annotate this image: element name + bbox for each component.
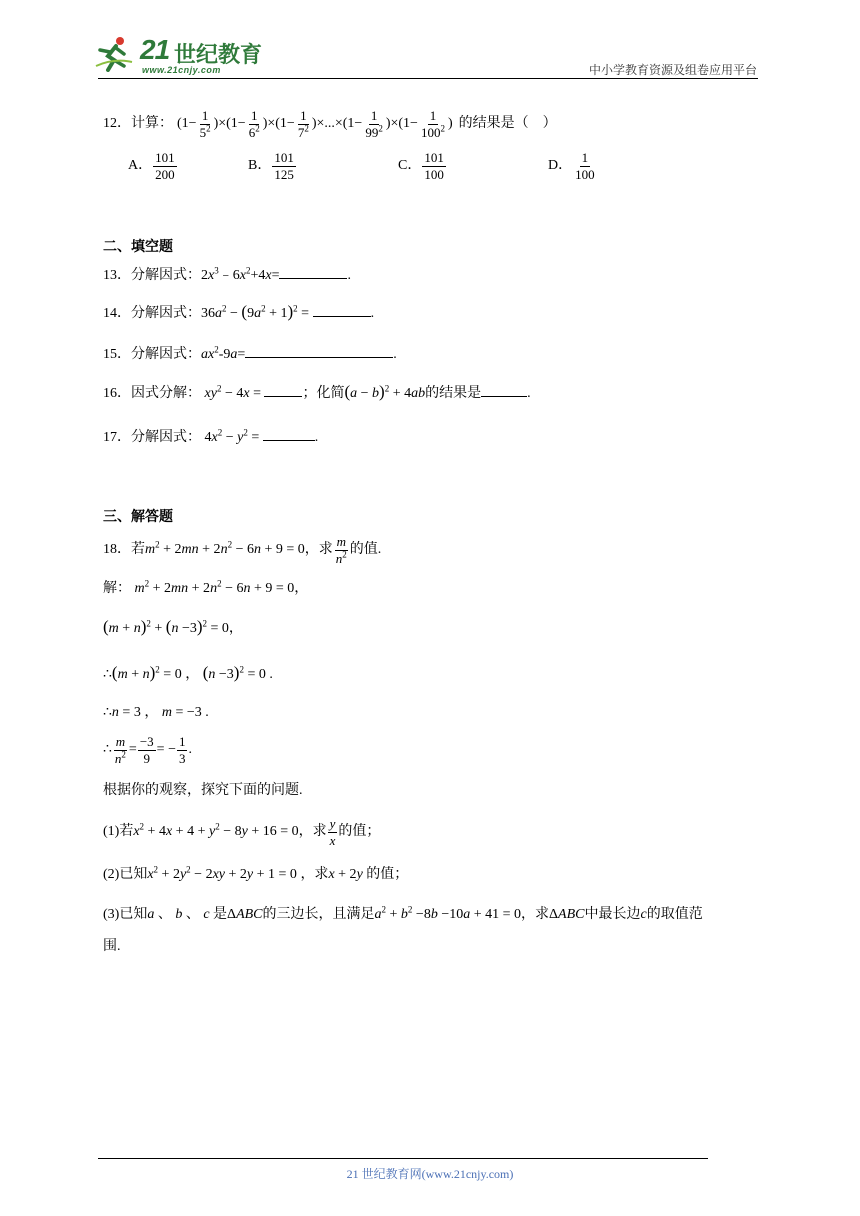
question-15: 15．分解因式：$ax^2-9a=$ . (103, 344, 397, 362)
q12-option-c[interactable] (398, 148, 447, 184)
q17-answer-blank[interactable] (263, 426, 315, 441)
q13-answer-blank[interactable] (279, 264, 347, 279)
q12-option-a[interactable] (128, 148, 178, 184)
q16-mid: ；化简 (302, 386, 345, 401)
p3-is: 是 (213, 907, 228, 922)
p3-ask: ，求 (521, 907, 550, 922)
option-letter: B． (248, 158, 272, 173)
p3-longest: 中最长边 (584, 907, 641, 922)
observe-text: 根据你的观察，探究下面的问题. (103, 783, 303, 798)
option-numerator: 101 (155, 149, 175, 165)
option-numerator: 101 (274, 149, 294, 165)
q14-label: 14．分解因式： (103, 306, 201, 321)
q12-expression: (1− $\frac{1}{5^2}$ )×(1− $\frac{1}{6^2}$ )×(1− $\frac{1}{7^2}$ )×...×(1− $\frac{1}{99^2}$ )×(1− $\frac{1}{100^2}$ ) (177, 107, 453, 140)
q18-label: 18．若 (103, 542, 145, 557)
q15-label: 15．分解因式： (103, 347, 201, 362)
footer-link[interactable]: 21 世纪教育网(www.21cnjy.com) (346, 1167, 514, 1181)
solution-label: 解： (103, 581, 131, 596)
p3-label: (3)已知 (103, 907, 148, 922)
option-letter: D． (548, 158, 573, 173)
option-numerator: 1 (581, 149, 589, 165)
q12-option-b[interactable] (248, 148, 297, 184)
q18-part-3-continued: 围. (103, 939, 121, 954)
q14-answer-blank[interactable] (313, 302, 371, 317)
option-denominator: 100 (424, 166, 444, 182)
q18-part-3: (3)已知a 、 b 、 c 是ΔABC的三边长，且满足$a^2 + b^2 -8b -10a + 41 = 0$，求ΔABC中最长边c的取值范 (103, 904, 703, 922)
q13-end: . (347, 268, 351, 283)
q17-end: . (314, 430, 319, 445)
solution-line-5: ∴ $\frac{m}{n^2}$ = $\frac{-3}{9}$ = − $\frac{1}{3}$ . (103, 733, 192, 766)
p1-label: (1)若 (103, 824, 134, 839)
p3-end-1: 的取值范 (646, 907, 703, 922)
site-logo (94, 34, 264, 76)
question-18: 18．若 $m^2 + 2mn + 2n^2 - 6n + 9 = 0$ ，求 $\frac{m}{n^2}$ 的值. (103, 533, 382, 566)
q12-label: 12．计算： (103, 116, 173, 131)
p2-label: (2)已知 (103, 867, 148, 882)
p3-sep-1: 、 (157, 907, 172, 922)
solution-line-1: 解： $m^2 + 2mn + 2n^2 - 6n + 9 = 0$， (103, 578, 309, 596)
solution-line-4: ∴n = 3 ， m = −3 . (103, 705, 209, 720)
logo-number: 21 (140, 34, 170, 65)
q16-label: 16．因式分解： (103, 386, 201, 401)
question-16: 16．因式分解： $xy^2 - 4x$ = ；化简$(a - b)^2 + 4ab$的结果是 . (103, 382, 531, 401)
q18-ask-end: 的值. (349, 542, 382, 557)
q16-answer-blank-1[interactable] (264, 382, 302, 397)
question-12 (103, 104, 557, 144)
option-letter: C． (398, 158, 422, 173)
footer-divider (98, 1158, 708, 1159)
q15-answer-blank[interactable] (245, 343, 393, 358)
p2-ask: ，求 (300, 867, 329, 882)
option-letter: A． (128, 158, 153, 173)
p2-end: 的值； (366, 867, 409, 882)
q13-label: 13．分解因式： (103, 268, 201, 283)
question-13: 13．分解因式：$2x^3﹣6x^2+4x=$ . (103, 265, 351, 283)
q14-end: . (370, 306, 375, 321)
q12-suffix: 的结果是（ ） (458, 116, 557, 131)
q18-ask: ，求 (304, 542, 333, 557)
runner-logo-icon (94, 36, 134, 72)
option-denominator: 100 (575, 166, 595, 182)
question-14: 14．分解因式：$36a^2 - (9a^2 + 1)^2$ = . (103, 302, 375, 321)
header-platform-text: 中小学教育资源及组卷应用平台 (588, 63, 757, 77)
question-17: 17．分解因式： $4x^2 - y^2$ = . (103, 427, 319, 445)
option-numerator: 101 (424, 149, 444, 165)
logo-text: 世纪教育 (174, 43, 263, 68)
section-fill-in-title: 二、填空题 (103, 239, 173, 255)
q15-end: . (393, 347, 397, 362)
p1-end: 的值； (338, 824, 381, 839)
q18-part-2: (2)已知$x^2 + 2y^2 - 2xy + 2y + 1 = 0$ ，求x + 2y 的值； (103, 864, 409, 882)
q16-tail: 的结果是 (425, 386, 482, 401)
logo-url: www.21cnjy.com (142, 65, 221, 75)
p3-sep-2: 、 (185, 907, 200, 922)
q12-option-d[interactable] (548, 148, 598, 184)
option-denominator: 200 (155, 166, 175, 182)
q17-label: 17．分解因式： (103, 430, 201, 445)
section-answer-title: 三、解答题 (103, 509, 173, 525)
header-divider (98, 78, 758, 79)
solution-line-3: ∴(m + n)$^2$ = 0 ， $(n -3)^2 = 0$ . (103, 663, 273, 682)
q18-part-1: (1)若 $x^2 + 4x + 4 + y^2 - 8y + 16 = 0$ ，求 $\frac{y}{x}$ 的值； (103, 815, 381, 848)
q16-answer-blank-2[interactable] (481, 382, 527, 397)
q16-end: . (527, 386, 531, 401)
p1-ask: ，求 (298, 824, 327, 839)
p3-condition: 的三边长，且满足 (262, 907, 375, 922)
option-denominator: 125 (274, 166, 294, 182)
solution-line-2: $(m + n)^2 + (n -3)^2 = 0$， (103, 617, 243, 636)
